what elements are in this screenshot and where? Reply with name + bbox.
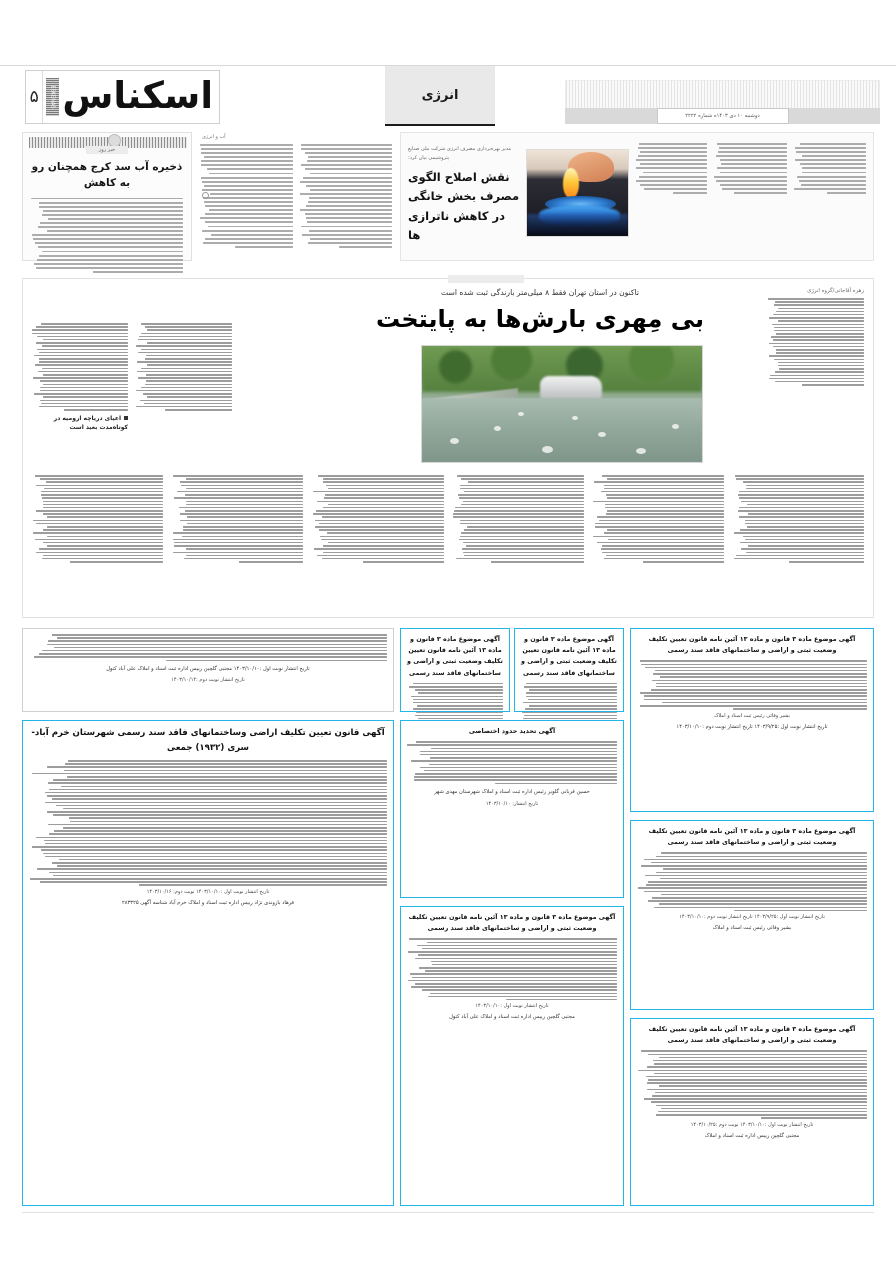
notice-bottom-right[interactable] [630,1018,874,1206]
energy-overline: مدیر بهره‌برداری مصرف انرژی شرکت ملی صنایع پتروشیمی بیان کرد: [408,146,512,161]
center-col-a [200,144,293,248]
energy-col-a [635,143,707,194]
notice-2-title: آگهی موضوع ماده ۳ قانون و ماده ۱۳ آئین نامه قانون تعیین تکلیف وضعیت ثبتی و اراضی و ساختمانهای فاقد سند رسمی [521,635,617,677]
notice-7-body [407,938,617,1000]
square-bullet-icon [124,416,128,420]
main-story-col-5 [593,475,724,563]
main-story-col-6 [733,475,864,563]
masthead-logo: اسکناس [62,73,213,117]
main-story-col-1 [32,475,163,563]
notice-0-dates: تاریخ انتشار نوبت دوم :۱۴۰۳/۱۰/۱۴ [171,677,245,684]
notice-1-title: آگهی موضوع ماده ۳ قانون و ماده ۱۳ آئین نامه قانون تعیین تکلیف وضعیت ثبتی و اراضی و ساختمانهای فاقد سند رسمی [407,635,503,677]
date-block-left [565,108,657,124]
notice-bottom-mid[interactable] [400,906,624,1206]
byline-column-text [768,298,864,386]
notice-3-title: آگهی موضوع ماده ۳ قانون و ماده ۱۳ آئین نامه قانون تعیین تکلیف وضعیت ثبتی و اراضی و ساختمانهای فاقد سند رسمی [648,635,856,655]
issue-date: دوشنبه ۱۰ دی ۱۴۰۳ه شماره ۲۲۲۲ [685,113,760,119]
center-text-panel [200,132,392,261]
masthead-stripe-text: ESKENAS [49,85,56,109]
notice-tahdid-hodood[interactable] [400,720,624,898]
date-row [565,108,880,124]
main-story-kicker: تاکنون در استان تهران فقط ۸ میلی‌متر بارندگی ثبت شده است [441,288,639,297]
main-story-col-2 [172,475,303,563]
notice-7-title: آگهی موضوع ماده ۳ قانون و ماده ۱۳ آئین نامه قانون تعیین تکلیف وضعیت ثبتی و اراضی و ساختمانهای فاقد سند رسمی [408,913,616,933]
main-story-columns [32,475,864,609]
notice-4-body [29,760,387,886]
main-story-side-col-b [136,323,232,411]
notice-top-mid-b[interactable] [514,628,624,712]
section-tab-energy[interactable] [385,66,495,126]
notice-4-dates: تاریخ انتشار نوبت اول :۱۴۰۳/۱۰/۱۰ نوبت دوم: ۱۴۰۳/۱۰/۱۶ [146,888,270,895]
center-col-b [300,144,393,248]
masthead [25,70,220,124]
center-panel-kicker: آب و انرژی [202,134,226,140]
notice-8-title: آگهی موضوع ماده ۳ قانون و ماده ۱۳ آئین نامه قانون تعیین تکلیف وضعیت ثبتی و اراضی و ساختمانهای فاقد سند رسمی [648,1025,856,1045]
notice-5-title: آگهی تحدید حدود اختصاصی [468,727,556,735]
byline-text: زهره آقاجانی/گروه انرژی [807,288,864,294]
notice-8-body [637,1050,867,1118]
news-box-title: ذخیره آب سد کرج همچنان رو به کاهش [31,161,183,190]
notice-4-title: آگهی قانون تعیین تکلیف اراضی وساختمانهای فاقد سند رسمی شهرستان خرم آباد-سری (۱۹۳۲) جمعی [31,728,385,754]
main-story-title: بی مِهری بارش‌ها به پایتخت [375,305,705,333]
main-story-col-4 [453,475,584,563]
top-band [0,0,896,66]
main-story-notch [448,275,524,283]
news-box-tag: خبر روز [86,146,128,154]
notice-khorramabad[interactable] [22,720,394,1206]
notice-3-sig: تاریخ انتشار نوبت اول :۱۴۰۳/۹/۲۵ تاریخ انتشار نوبت دوم :۱۴۰۳/۱۰/۱۰ [676,723,828,730]
row-one [0,132,896,268]
notice-8-sig: مجتبی گلچین رییس اداره ثبت اسناد و املاک [704,1132,800,1139]
notice-6-sig: بشیر وفائی رئیس ثبت اسناد و املاک [712,925,792,932]
news-box-body [31,198,183,273]
news-box[interactable] [22,132,192,261]
notice-5-dates: تاریخ انتشار: ۱۴۰۳/۱۰/۱۰ [485,800,539,807]
energy-col-c [794,143,866,194]
notice-5-body [407,741,617,784]
legal-notices-grid [22,628,874,1206]
notice-7-dates: تاریخ انتشار نوبت اول :۱۴۰۳/۱۰/۱۰ [475,1003,549,1010]
page-number: ۵ [26,71,43,123]
main-story[interactable] [22,278,874,618]
main-story-header [325,288,755,335]
notice-3-dates: بشیر وفائی رئیس ثبت اسناد و املاک [714,712,790,719]
notice-6-dates: تاریخ انتشار نوبت اول :۱۴۰۳/۹/۲۵ تاریخ انتشار نوبت دوم :۱۴۰۳/۱۰/۱۰ [679,914,825,921]
notice-top-mid-a[interactable] [400,628,510,712]
gas-stove-photo [526,149,629,237]
notice-8-dates: تاریخ انتشار نوبت اول :۱۴۰۳/۱۰/۱۰ نوبت دوم :۱۴۰۳/۱۰/۲۵ [690,1121,814,1128]
rain-photo [421,345,703,463]
notice-0-sig: تاریخ انتشار نوبت اول :۱۴۰۳/۱۰/۱۰ مجتبی گلچین رییس اداره ثبت اسناد و املاک علی آباد کتول [106,666,310,672]
notice-7-sig: مجتبی گلچین رییس اداره ثبت اسناد و املاک علی آباد کتول [449,1014,575,1021]
notice-top-right[interactable] [630,628,874,812]
notice-mid-right[interactable] [630,820,874,1010]
notice-5-sig: حسین قربانی گلوبر رئیس اداره ثبت اسناد و املاک شهرستان مهدی شهر [434,789,590,796]
main-story-left-sidecols [32,323,232,469]
notice-0-body [29,634,387,661]
section-tab-label: انرژی [421,87,459,103]
notice-6-body [637,852,867,911]
date-chip [657,108,789,124]
main-story-subhead: اعیای دریاچه ارومیه در کوتاه‌مدت بعید است [53,414,128,432]
main-story-col-3 [312,475,443,563]
energy-title: نقش اصلاح الگوی مصرف بخش خانگی در کاهش ناترازی ها [408,170,520,242]
masthead-stripe [46,78,59,116]
footer-rule [22,1212,874,1213]
main-story-byline [768,288,864,387]
notice-6-title: آگهی موضوع ماده ۳ قانون و ماده ۱۳ آئین نامه قانون تعیین تکلیف وضعیت ثبتی و اراضی و ساختمانهای فاقد سند رسمی [648,827,856,847]
main-story-side-col-a [32,323,128,411]
date-block-right [789,108,881,124]
notice-top-left-wide[interactable] [22,628,394,712]
energy-article[interactable] [400,132,874,261]
notice-3-body [637,660,867,709]
energy-col-b [714,143,786,194]
notice-4-sig: فرهاد بازوندی نژاد رییس اداره ثبت اسناد و املاک خرم آباد شناسه آگهی ۲۸۳۳۲۵ [121,899,295,906]
